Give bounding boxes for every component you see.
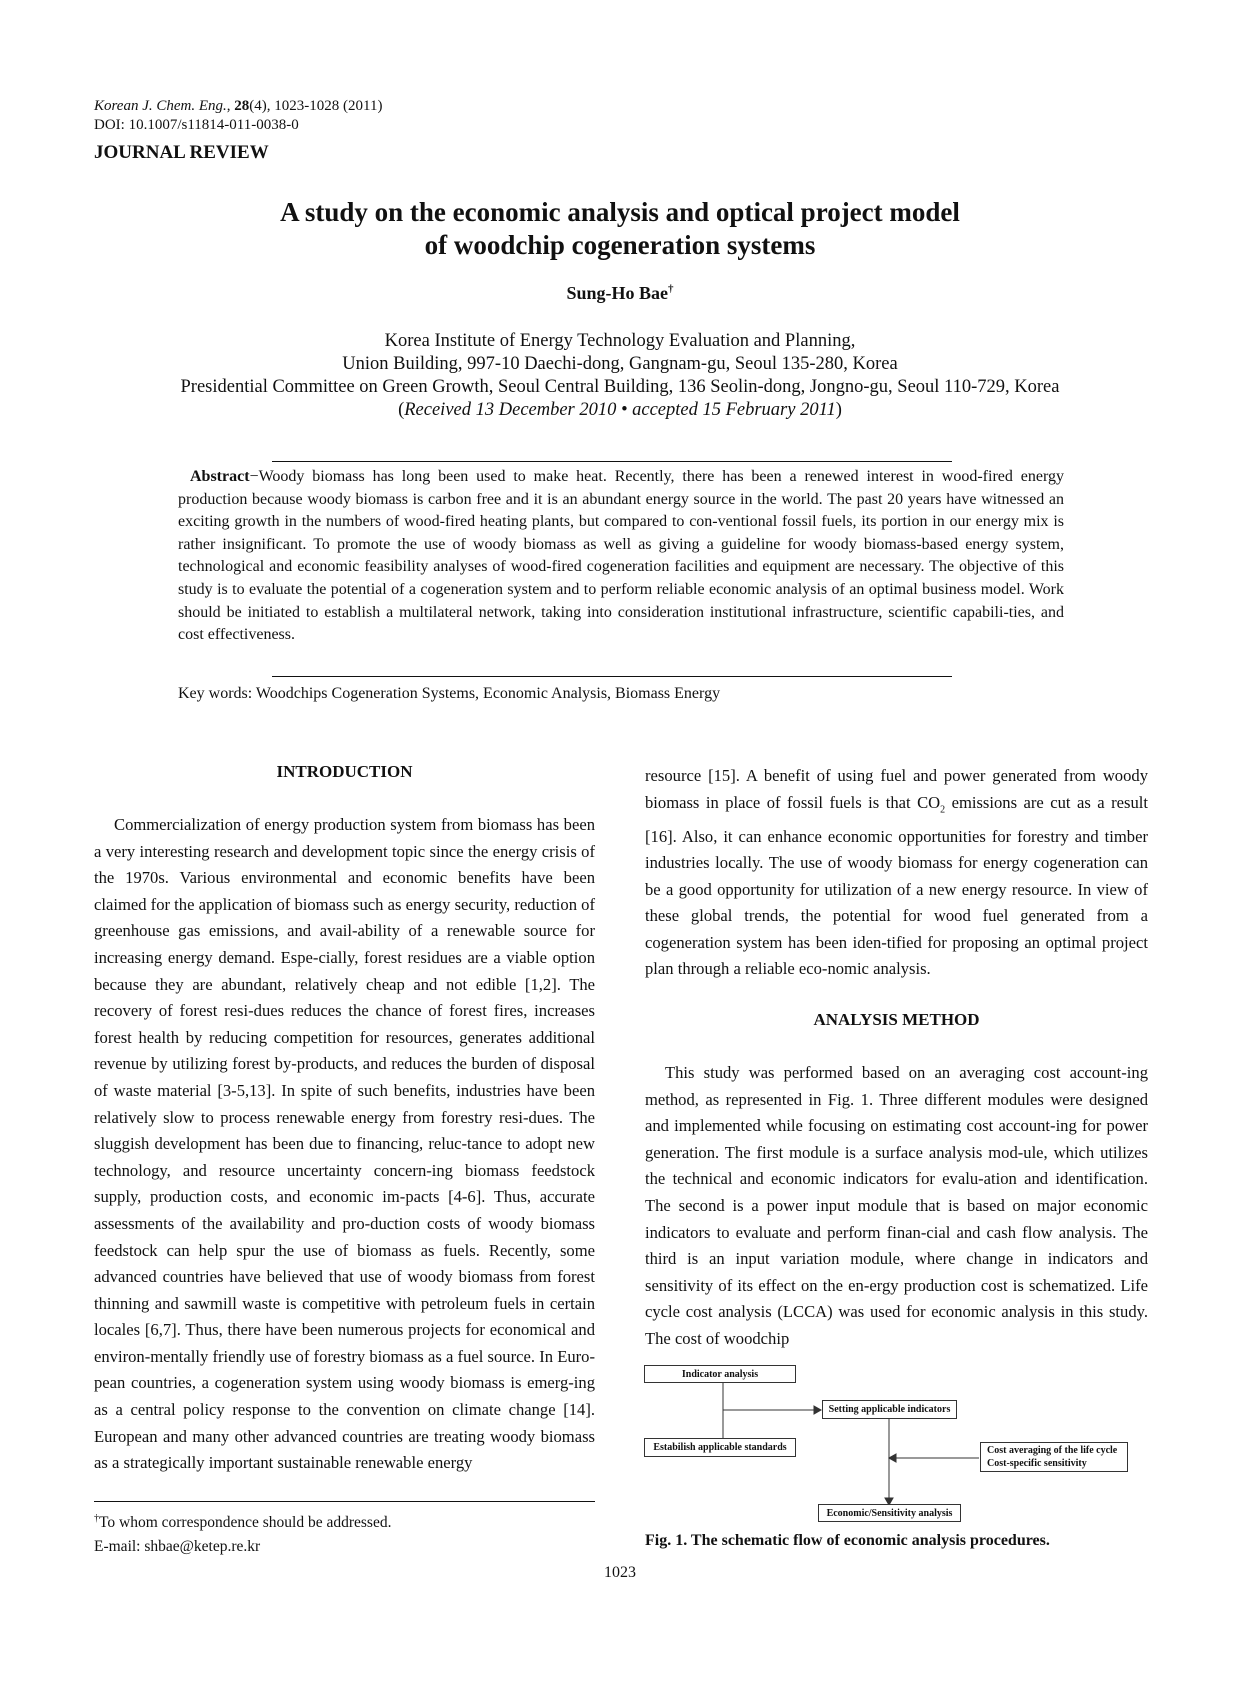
correspondence-note: †To whom correspondence should be addressed. bbox=[94, 1513, 392, 1532]
received-dates: (Received 13 December 2010 • accepted 15 February 2011) bbox=[398, 400, 842, 420]
page-number: 1023 bbox=[604, 1564, 636, 1581]
abstract-label: Abstract bbox=[190, 468, 250, 485]
doi: DOI: 10.1007/s11814-011-0038-0 bbox=[94, 117, 299, 133]
footnote-rule bbox=[94, 1501, 595, 1502]
footnote-mark: † bbox=[94, 1513, 99, 1524]
setting-indicators-box: Setting applicable indicators bbox=[822, 1400, 957, 1419]
title-line-1: A study on the economic analysis and optical project model bbox=[280, 197, 960, 227]
figure-1 bbox=[640, 1360, 1140, 1520]
abstract-top-rule bbox=[272, 461, 952, 462]
affiliation-line-1: Korea Institute of Energy Technology Evaluation and Planning, bbox=[384, 331, 856, 351]
co2-subscript: 2 bbox=[940, 803, 946, 815]
journal-issue-pages: (4), 1023-1028 (2011) bbox=[249, 98, 383, 114]
title-line-2: of woodchip cogeneration systems bbox=[424, 230, 816, 260]
affiliations bbox=[0, 330, 1240, 422]
analysis-method-heading: ANALYSIS METHOD bbox=[813, 1010, 980, 1029]
keywords: Key words: Woodchips Cogeneration Systems, Economic Analysis, Biomass Energy bbox=[178, 685, 721, 702]
introduction-continuation: resource [15]. A benefit of using fuel and power generated from woody biomass in place of fossil fuels is that $CO_2$ emissions are cut as a result [16]. Also, it can enhance economic opportunities for forestry and timber industries locally. The use of woody biomass for energy cogeneration can be a good opportunity for utilization of a new energy resource. In view of these global trends, the potential for wood fuel generated from a cogeneration system has been iden-tified for proposing an optimal project plan through a reliable eco-nomic analysis. bbox=[645, 766, 1148, 979]
footnote bbox=[94, 1507, 391, 1559]
cost-averaging-line-2: Cost-specific sensitivity bbox=[987, 1458, 1087, 1469]
economic-sensitivity-box: Economic/Sensitivity analysis bbox=[818, 1504, 961, 1522]
introduction-text: Commercialization of energy production system from biomass has been a very interesting research and development topic since the energy crisis of the 1970s. Various environmental and economic benefits have been claimed for the application of biomass such as energy security, reduction of greenhouse gas emissions, and avail-ability of a renewable source for increasing energy demand. Espe-cially, forest residues are a viable option because they are abundant, relatively cheap and not edible [1,2]. The recovery of forest resi-dues reduces the chance of forest fires, increases forest health by reducing competition for resources, generates additional revenue by utilizing forest by-products, and reduces the burden of disposal of waste material [3-5,13]. In spite of such benefits, industries have been relatively slow to process renewable energy from forestry resi-dues. The sluggish development has been due to financing, reluc-tance to adopt new technology, and resource uncertainty concern-ing biomass feedstock supply, production costs, and economic im-pacts [4-6]. Thus, accurate assessments of the availability and pro-duction costs of woody biomass feedstock can help spur the use of biomass as fuels. Recently, some advanced countries have believed that use of woody biomass from forest thinning and sawmill waste is competitive with petroleum fuels in certain locales [6,7]. Thus, there have been numerous projects for economical and environ-mentally friendly use of forestry biomass as a fuel source. In Euro-pean countries, a cogeneration system using woody biomass is emerg-ing as a central policy response to the convention on climate change [14]. European and many other advanced countries are treating woody biomass as a strategically important sustainable renewable energy bbox=[94, 815, 595, 1473]
analysis-method-text: This study was performed based on an averaging cost account-ing method, as represented in Fig. 1. Three different modules were designed and implemented while focusing on estimating cost account-ing for power generation. The first module is a surface analysis mod-ule, which utilizes the technical and economic indicators for evalu-ation and identification. The second is a power input module that is based on major economic indicators to evaluate and perform finan-cial and cash flow analysis. The third is an input variation module, where change in indicators and sensitivity of its effect on the en-ergy production cost is schematized. Life cycle cost analysis (LCCA) was used for economic analysis in this study. The cost of woodchip bbox=[645, 1063, 1148, 1348]
abstract: Abstract−Woody biomass has long been used to make heat. Recently, there has been a renewed interest in wood-fired energy production because woody biomass is carbon free and it is an abundant energy source in the world. The past 20 years have witnessed an exciting growth in the numbers of wood-fired heating plants, but compared to con-ventional fossil fuels, its portion in our energy mix is rather insignificant. To promote the use of woody biomass as well as giving a guideline for woody biomass-based energy system, technological and economic feasibility analyses of wood-fired cogeneration facilities and equipment are necessary. The objective of this study is to evaluate the potential of a cogeneration system and to perform reliable economic analysis of an optimal business model. Work should be initiated to establish a multilateral network, taking into consideration institutional infrastructure, scientific capabili-ties, and cost effectiveness. bbox=[178, 468, 1064, 644]
figure-1-caption: Fig. 1. The schematic flow of economic analysis procedures. bbox=[645, 1532, 1050, 1549]
affiliation-line-2: Union Building, 997-10 Daechi-dong, Gangnam-gu, Seoul 135-280, Korea bbox=[342, 354, 898, 374]
article-title bbox=[0, 196, 1240, 262]
cost-averaging-line-1: Cost averaging of the life cycle bbox=[987, 1445, 1118, 1456]
indicator-analysis-box: Indicator analysis bbox=[644, 1365, 796, 1383]
affiliation-line-3: Presidential Committee on Green Growth, Seoul Central Building, 136 Seolin-dong, Jongno-gu, Seoul 110-729, Korea bbox=[180, 377, 1060, 397]
author-name: Sung-Ho Bae bbox=[566, 283, 669, 303]
introduction-heading: INTRODUCTION bbox=[276, 762, 413, 781]
abstract-bottom-rule bbox=[272, 676, 952, 677]
establish-standards-box: Estabilish applicable standards bbox=[644, 1438, 796, 1457]
correspondence-email: E-mail: shbae@ketep.re.kr bbox=[94, 1538, 261, 1556]
journal-volume: 28 bbox=[234, 98, 250, 114]
arrow-head-to-center bbox=[889, 1454, 896, 1462]
journal-citation: Korean J. Chem. Eng., 28(4), 1023-1028 (2011) bbox=[94, 98, 383, 114]
section-type: JOURNAL REVIEW bbox=[94, 142, 269, 163]
author-mark: † bbox=[668, 283, 674, 295]
abstract-text: Woody biomass has long been used to make heat. Recently, there has been a renewed interest in wood-fired energy production because woody biomass is carbon free and it is an abundant energy source in the world. The past 20 years have witnessed an exciting growth in the numbers of wood-fired heating plants, but compared to con-ventional fossil fuels, its portion in our energy mix is rather insignificant. To promote the use of woody biomass as well as giving a guideline for woody biomass-based energy system, technological and economic feasibility analyses of wood-fired cogeneration facilities and equipment are necessary. The objective of this study is to evaluate the potential of a cogeneration system and to perform reliable economic analysis of an optimal business model. Work should be initiated to establish a multilateral network, taking into consideration institutional infrastructure, scientific capabili-ties, and cost effectiveness. bbox=[178, 468, 1064, 644]
arrow-head-to-setting bbox=[814, 1406, 821, 1414]
journal-name: Korean J. Chem. Eng. bbox=[94, 98, 227, 114]
cost-averaging-box bbox=[980, 1442, 1128, 1472]
author bbox=[0, 283, 1240, 304]
